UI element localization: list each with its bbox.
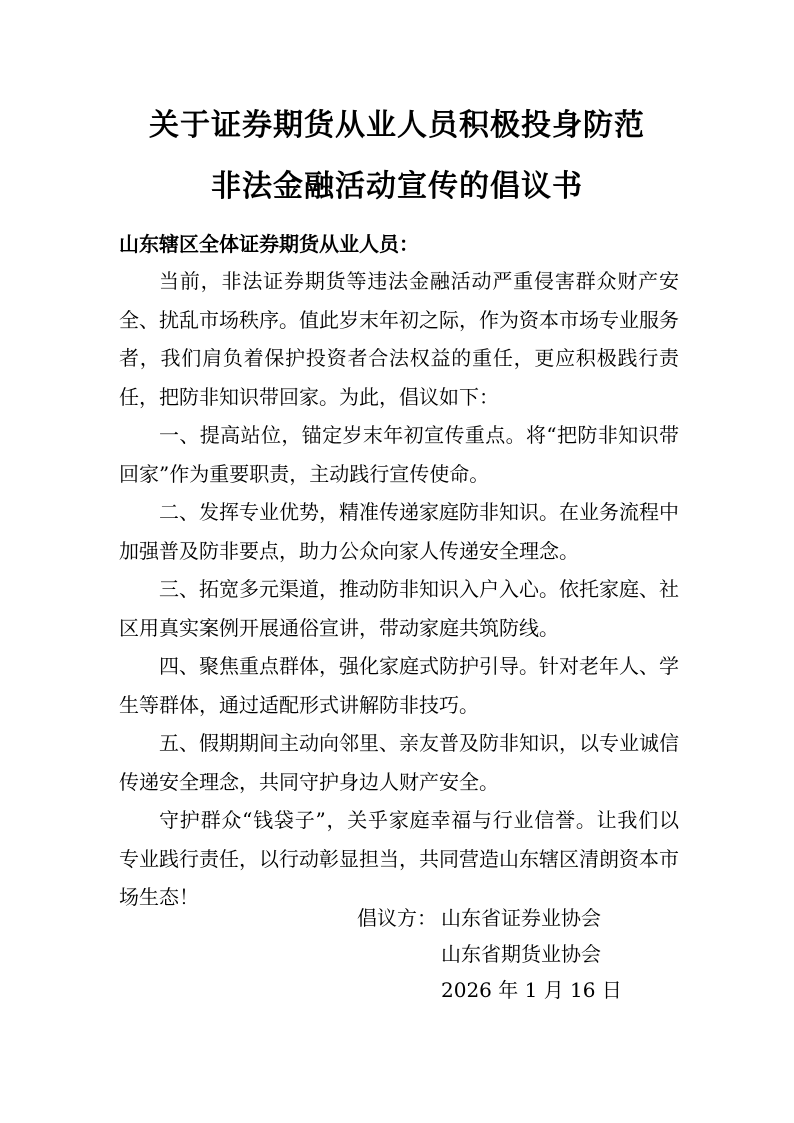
paragraph-intro: 当前，非法证券期货等违法金融活动严重侵害群众财产安全、扰乱市场秩序。值此岁末年初之际，作为资本市场专业服务者，我们肩负着保护投资者合法权益的重任，更应积极践行责任，把防非知识带回家。为此，倡议如下： <box>119 269 679 409</box>
paragraph-closing: 守护群众“钱袋子”，关乎家庭幸福与行业信誉。让我们以专业践行责任，以行动彰显担当，共同营造山东辖区清朗资本市场生态！ <box>119 808 679 909</box>
signature-org-futures: 山东省期货业协会 <box>441 942 601 966</box>
paragraph-item-4: 四、聚焦重点群体，强化家庭式防护引导。针对老年人、学生等群体，通过适配形式讲解防非技巧。 <box>119 654 679 717</box>
signature-label: 倡议方： <box>357 906 437 930</box>
signature-row-1 <box>357 900 622 936</box>
paragraph-item-2: 二、发挥专业优势，精准传递家庭防非知识。在业务流程中加强普及防非要点，助力公众向家人传递安全理念。 <box>119 500 679 563</box>
signature-row-3 <box>357 972 622 1008</box>
document-title-line-1: 关于证券期货从业人员积极投身防范 <box>149 108 645 143</box>
signature-org-securities: 山东省证券业协会 <box>441 906 601 930</box>
paragraph-item-5: 五、假期期间主动向邻里、亲友普及防非知识，以专业诚信传递安全理念，共同守护身边人财产安全。 <box>119 731 679 794</box>
signature-indent <box>357 972 441 1008</box>
signature-indent <box>357 936 441 972</box>
signature-row-2 <box>357 936 622 972</box>
paragraph-item-1: 一、提高站位，锚定岁末年初宣传重点。将“把防非知识带回家”作为重要职责，主动践行宣传使命。 <box>119 423 679 486</box>
signature-block <box>357 900 622 1008</box>
document-body <box>119 262 679 917</box>
signature-date: 2026 年 1 月 16 日 <box>441 978 622 1002</box>
salutation: 山东辖区全体证券期货从业人员： <box>119 232 419 256</box>
document-title-line-2: 非法金融活动宣传的倡议书 <box>211 169 583 204</box>
paragraph-item-3: 三、拓宽多元渠道，推动防非知识入户入心。依托家庭、社区用真实案例开展通俗宣讲，带动家庭共筑防线。 <box>119 577 679 640</box>
